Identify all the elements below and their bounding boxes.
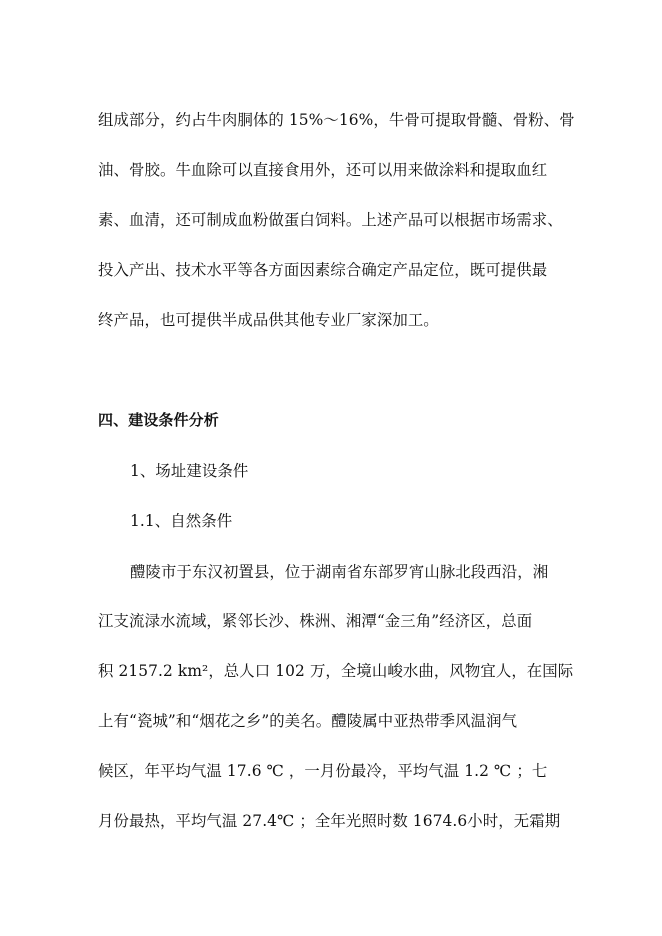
section-heading: 四、建设条件分析 xyxy=(98,411,219,429)
paragraph-line: 上有“瓷城”和“烟花之乡”的美名。醴陵属中亚热带季风温润气 xyxy=(98,712,518,730)
paragraph-line: 投入产出、技术水平等各方面因素综合确定产品定位，既可提供最 xyxy=(98,261,548,279)
paragraph-line: 素、血清，还可制成血粉做蛋白饲料。上述产品可以根据市场需求、 xyxy=(98,211,563,229)
subheading: 1、场址建设条件 xyxy=(130,462,249,480)
paragraph-line: 醴陵市于东汉初置县，位于湖南省东部罗宵山脉北段西沿，湘 xyxy=(130,563,549,581)
paragraph-line: 积 2157.2 km²，总人口 102 万，全境山峻水曲，风物宜人，在国际 xyxy=(98,662,574,680)
paragraph-line: 组成部分，约占牛肉胴体的 15%～16%，牛骨可提取骨髓、骨粉、骨 xyxy=(98,111,575,129)
paragraph-line: 候区，年平均气温 17.6 ℃ ，一月份最冷，平均气温 1.2 ℃ ；七 xyxy=(98,762,548,780)
paragraph-line: 终产品，也可提供半成品供其他专业厂家深加工。 xyxy=(98,311,439,329)
paragraph-line: 江支流渌水流域，紧邻长沙、株洲、湘潭“金三角”经济区，总面 xyxy=(98,612,533,630)
subheading: 1.1、自然条件 xyxy=(130,512,233,530)
paragraph-line: 油、骨胶。牛血除可以直接食用外，还可以用来做涂料和提取血红 xyxy=(98,161,548,179)
paragraph-line: 月份最热，平均气温 27.4℃ ；全年光照时数 1674.6小时，无霜期 xyxy=(98,812,561,830)
